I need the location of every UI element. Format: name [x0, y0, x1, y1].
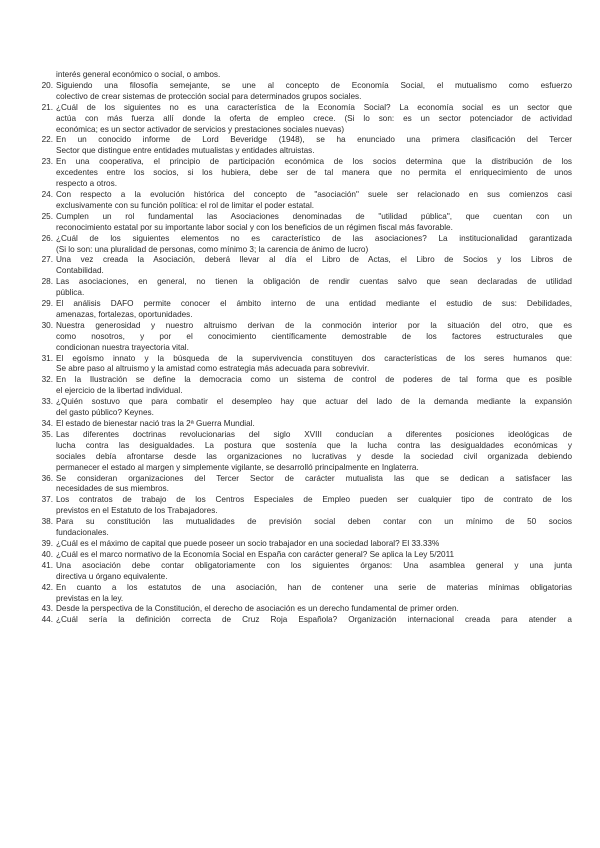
question-number: 42.: [41, 582, 53, 592]
line-text: ¿Quién sostuvo que para combatir el desempleo hay que actuar del lado de la demanda mediante la expansión: [56, 397, 572, 407]
line-text: El análisis DAFO permite conocer el ámbito interno de una entidad mediante el estudio de sus: Debilidades,: [56, 299, 572, 309]
line-text: El egoísmo innato y la búsqueda de la supervivencia constituyen dos características de los seres humanos que:: [56, 353, 572, 363]
line-text: Desde la perspectiva de la Constitución, el derecho de asociación es un derecho fundamental de primer orden.: [56, 604, 459, 614]
question-number: 30.: [41, 320, 53, 330]
line-text: ¿Cuál de los siguientes no es una característica de la Economía Social? La economía social es un sector que: [56, 102, 572, 112]
text-line: [32, 201, 572, 212]
text-line: [32, 310, 572, 321]
line-text: fundacionales.: [56, 528, 109, 538]
question-number: 32.: [41, 375, 53, 385]
question-number: 23.: [41, 157, 53, 167]
line-text: ¿Cuál de los siguientes elementos no es característico de las asociaciones? La institucionalidad garantizada: [56, 233, 572, 243]
line-text: previstos en el Estatuto de los Trabajadores.: [56, 506, 218, 516]
line-text: ¿Cuál es el marco normativo de la Economía Social en España con carácter general? Se aplica la Ley 5/2011: [56, 549, 455, 559]
line-text: interés general económico o social, o ambos.: [56, 70, 221, 79]
text-line: [32, 245, 572, 256]
text-line: [32, 70, 572, 81]
text-line: [32, 572, 572, 583]
text-line: [32, 179, 572, 190]
line-text: exclusivamente con su función política: el rol de limitar el poder estatal.: [56, 200, 315, 210]
text-line: [32, 277, 572, 288]
text-line: [32, 103, 572, 114]
text-line: [32, 583, 572, 594]
text-line: [32, 321, 572, 332]
question-number: 22.: [41, 135, 53, 145]
text-line: [32, 157, 572, 168]
text-line: [32, 419, 572, 430]
text-line: [32, 463, 572, 474]
text-line: [32, 528, 572, 539]
text-line: [32, 484, 572, 495]
question-number: 40.: [41, 549, 53, 559]
line-text: Sector que distingue entre entidades mutualistas y entidades altruistas.: [56, 146, 315, 156]
line-text: En cuanto a los estatutos de una asociación, han de contener una serie de materias mínimas obligatorias: [56, 582, 572, 592]
text-line: [32, 594, 572, 605]
question-number: 39.: [41, 538, 53, 548]
text-line: [32, 146, 572, 157]
text-line: [32, 234, 572, 245]
question-number: 29.: [41, 299, 53, 309]
text-line: [32, 561, 572, 572]
line-text: En la Ilustración se define la democracia como un sistema de control de poderes de tal forma que es posible: [56, 375, 572, 385]
line-text: Las asociaciones, en general, no tienen la obligación de rendir cuentas salvo que sean declaradas de utilidad: [56, 277, 572, 287]
line-text: el ejercicio de la libertad individual.: [56, 386, 183, 396]
question-number: 26.: [41, 233, 53, 243]
text-line: [32, 430, 572, 441]
question-number: 34.: [41, 419, 53, 428]
line-text: Los contratos de trabajo de los Centros Especiales de Empleo pueden ser cualquier tipo de contrato de los: [56, 495, 572, 505]
line-text: condicionan nuestra trayectoria vital.: [56, 342, 189, 352]
question-number: 43.: [41, 604, 53, 614]
text-line: [32, 364, 572, 375]
text-line: [32, 375, 572, 386]
line-text: colectivo de crear sistemas de protección social para determinados grupos sociales.: [56, 91, 362, 101]
text-line: [32, 495, 572, 506]
line-text: del gasto público? Keynes.: [56, 408, 154, 418]
question-number: 38.: [41, 517, 53, 527]
text-line: [32, 266, 572, 277]
line-text: como nosotros, y por el conocimiento científicamente demostrable de los factores estructurales que: [56, 331, 572, 341]
line-text: En una cooperativa, el principio de participación económica de los socios determina que la distribución de los: [56, 157, 572, 167]
line-text: Cumplen un rol fundamental las Asociaciones denominadas de "utilidad pública", que cuentan con un: [56, 211, 572, 221]
text-line: [32, 255, 572, 266]
line-text: Las diferentes doctrinas revolucionarias del siglo XVIII conducían a diferentes posiciones ideológicas de: [56, 429, 572, 439]
text-line: [32, 604, 572, 615]
text-line: [32, 343, 572, 354]
line-text: pública.: [56, 288, 85, 298]
question-number: 36.: [41, 473, 53, 483]
question-number: 27.: [41, 255, 53, 265]
line-text: actúa con más fuerza allí donde la oferta de empleo crece. (Si lo son: es un sector potenciador de actividad: [56, 113, 572, 123]
text-line: [32, 125, 572, 136]
line-text: El estado de bienestar nació tras la 2ª Guerra Mundial.: [56, 419, 255, 428]
question-number: 25.: [41, 211, 53, 221]
question-number: 33.: [41, 397, 53, 407]
line-text: lucha contra las desigualdades. La postura que sostenía que la lucha contra las desigualdades económicas y: [56, 440, 572, 450]
text-line: [32, 92, 572, 103]
line-text: económica; es un sector activador de servicios y prestaciones sociales nuevas): [56, 124, 345, 134]
text-line: [32, 288, 572, 299]
text-line: [32, 506, 572, 517]
line-text: ¿Cuál sería la definición correcta de Cruz Roja Española? Organización internacional creada para atender a: [56, 615, 572, 625]
text-line: [32, 397, 572, 408]
line-text: ¿Cuál es el máximo de capital que puede poseer un socio trabajador en una sociedad laboral? El 33.33%: [56, 538, 440, 548]
line-text: Para su constitución las mutualidades de previsión social deben contar con un mínimo de 50 socios: [56, 517, 572, 527]
line-text: En un conocido informe de Lord Beveridge (1948), se ha enunciado una primera clasificación del Tercer: [56, 135, 572, 145]
text-line: [32, 354, 572, 365]
line-text: Con respecto a la evolución histórica del concepto de "asociación" suele ser relacionado en sus comienzos casi: [56, 189, 572, 199]
text-line: [32, 441, 572, 452]
text-line: [32, 168, 572, 179]
line-text: directiva u órgano equivalente.: [56, 571, 168, 581]
question-number: 44.: [41, 615, 53, 625]
text-line: [32, 135, 572, 146]
line-text: previstas en la ley.: [56, 593, 124, 603]
line-text: Se consideran organizaciones del Tercer Sector de carácter mutualista las que se dedican a satisfacer las: [56, 473, 572, 483]
question-number: 37.: [41, 495, 53, 505]
text-line: [32, 332, 572, 343]
text-line: [32, 452, 572, 463]
line-text: respecto a otros.: [56, 179, 117, 189]
text-line: [32, 550, 572, 561]
question-number: 20.: [41, 80, 53, 90]
text-line: [32, 212, 572, 223]
line-text: Una vez creada la Asociación, deberá llevar al día el Libro de Actas, el Libro de Socios y los Libros de: [56, 255, 572, 265]
text-line: [32, 386, 572, 397]
question-number: 41.: [41, 560, 53, 570]
question-number: 21.: [41, 102, 53, 112]
text-line: [32, 517, 572, 528]
line-text: sociales debía afrontarse desde las organizaciones no lucrativas y desde la sociedad civil organizada debiendo: [56, 451, 572, 461]
line-text: Una asociación debe contar obligatoriamente con los siguientes órganos: Una asamblea general y una junta: [56, 560, 572, 570]
text-line: [32, 223, 572, 234]
text-line: [32, 474, 572, 485]
line-text: (Si lo son: una pluralidad de personas, como mínimo 3; la carencia de ánimo de lucro): [56, 244, 369, 254]
question-number: 31.: [41, 353, 53, 363]
question-number: 24.: [41, 189, 53, 199]
question-number: 35.: [41, 429, 53, 439]
line-text: reconocimiento estatal por su importante labor social y con los beneficios de un régimen fiscal más favorable.: [56, 222, 453, 232]
question-number: 28.: [41, 277, 53, 287]
text-line: [32, 615, 572, 626]
text-line: [32, 114, 572, 125]
line-text: amenazas, fortalezas, oportunidades.: [56, 309, 193, 319]
text-line: [32, 408, 572, 419]
text-line: [32, 299, 572, 310]
line-text: Contabilidad.: [56, 266, 104, 276]
text-line: [32, 539, 572, 550]
text-line: [32, 81, 572, 92]
line-text: Se abre paso al altruismo y la amistad como estrategia más adecuada para sobrevivir.: [56, 364, 370, 374]
line-text: Nuestra generosidad y nuestro altruismo derivan de la conmoción interior por la situación del otro, que es: [56, 320, 572, 330]
line-text: permanecer el estado al margen y simplemente vigilante, se desarrolló principalmente en Inglaterra.: [56, 462, 419, 472]
text-line: [32, 190, 572, 201]
line-text: necesidades de sus miembros.: [56, 484, 169, 494]
line-text: Siguiendo una filosofía semejante, se une al concepto de Economía Social, el mutualismo como esfuerzo: [56, 80, 572, 90]
line-text: excedentes entre los socios, si los hubiera, debe ser de tal manera que no permita el enriquecimiento de unos: [56, 168, 572, 178]
